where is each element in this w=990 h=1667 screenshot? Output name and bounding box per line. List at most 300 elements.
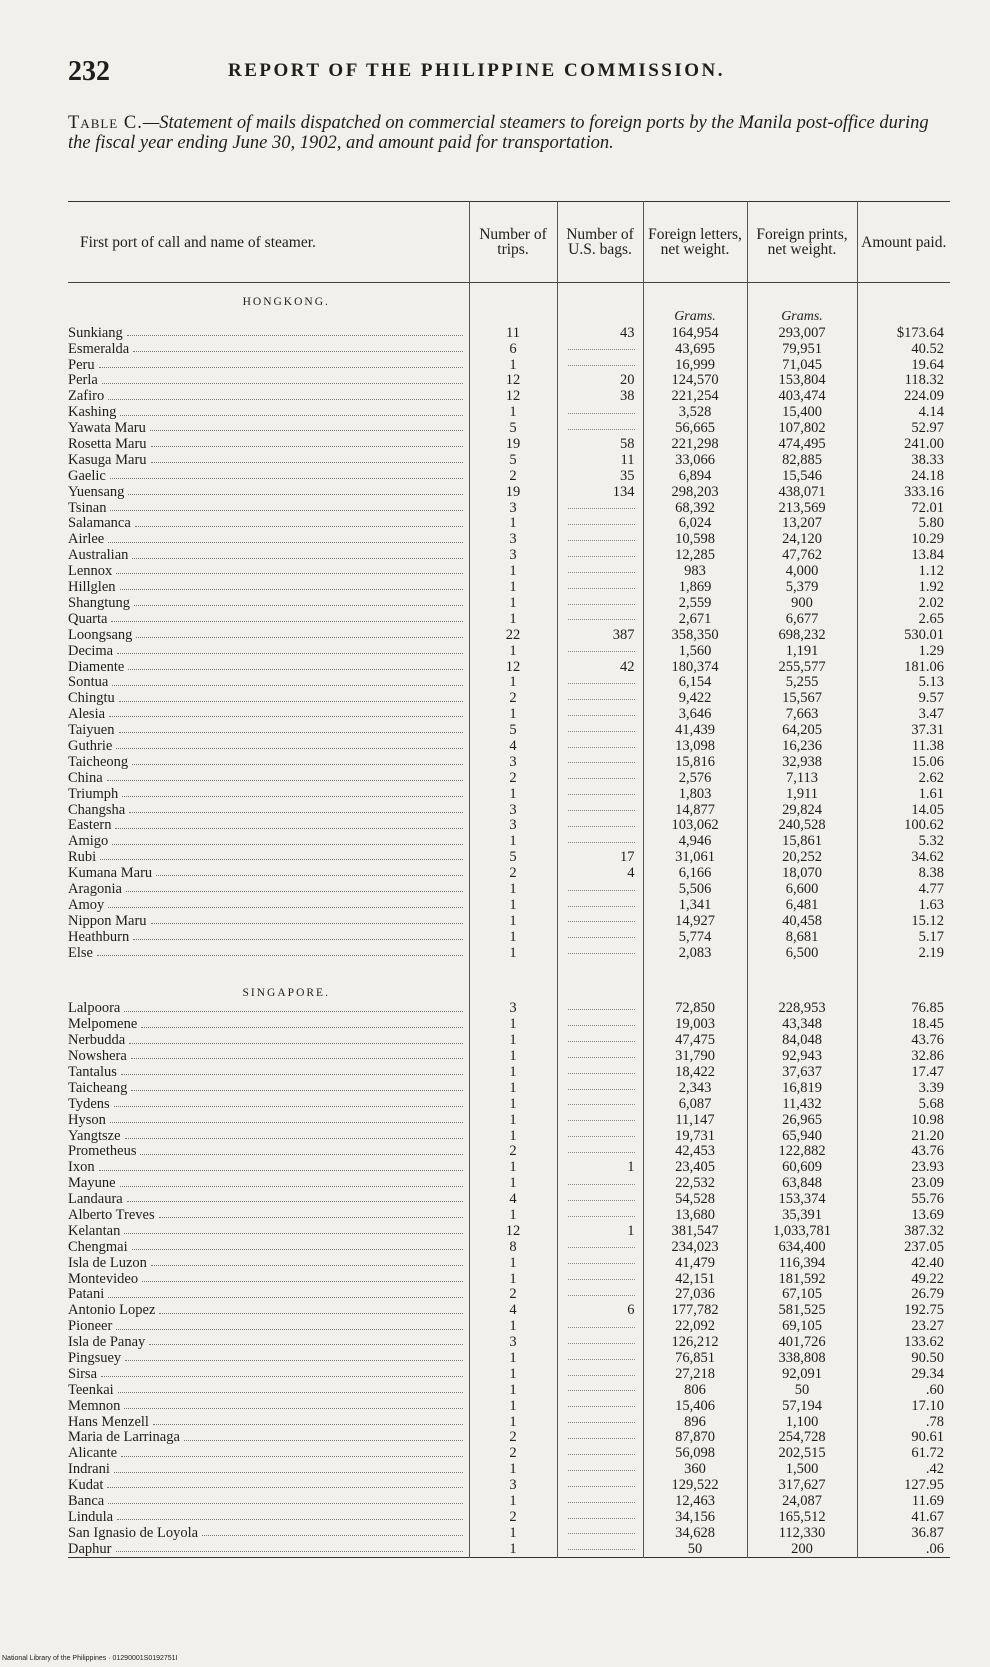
dot-leader [153, 1424, 463, 1425]
amount-cell: 13.84 [857, 547, 950, 563]
letters-weight-cell: 358,350 [643, 627, 747, 643]
bags-cell [557, 500, 643, 516]
steamer-name: Chingtu [68, 690, 115, 707]
prints-weight-cell: 116,394 [747, 1255, 857, 1271]
steamer-name-wrap [68, 532, 465, 546]
dotted-blank [568, 342, 635, 350]
bags-cell [557, 1032, 643, 1048]
bags-cell [557, 1144, 643, 1160]
letters-weight-cell: 234,023 [643, 1239, 747, 1255]
steamer-name-wrap [68, 1446, 465, 1460]
bags-cell [557, 1541, 643, 1557]
dot-leader [114, 1106, 463, 1107]
steamer-cell [68, 945, 469, 961]
amount-cell: 5.13 [857, 675, 950, 691]
steamer-name: Yawata Maru [68, 420, 146, 437]
letters-weight-cell: 72,850 [643, 1001, 747, 1017]
letters-weight-cell: 47,475 [643, 1032, 747, 1048]
steamer-name-wrap [68, 866, 465, 880]
table-row [68, 706, 950, 722]
steamer-name-wrap [68, 1526, 465, 1540]
steamer-cell [68, 1318, 469, 1334]
amount-cell: .42 [857, 1461, 950, 1477]
col-header-letters: Foreign letters, net weight. [643, 202, 747, 283]
steamer-cell [68, 1080, 469, 1096]
col-header-amount: Amount paid. [857, 202, 950, 283]
table-row [68, 532, 950, 548]
amount-cell: 36.87 [857, 1525, 950, 1541]
steamer-name-wrap [68, 882, 465, 896]
steamer-name-wrap [68, 660, 465, 674]
table-row [68, 579, 950, 595]
prints-weight-cell: 92,943 [747, 1048, 857, 1064]
amount-cell: 11.38 [857, 738, 950, 754]
steamer-cell [68, 849, 469, 865]
letters-weight-cell: 54,528 [643, 1191, 747, 1207]
bags-cell: 43 [557, 325, 643, 341]
dot-leader [128, 669, 462, 670]
section-cell [747, 283, 857, 310]
prints-weight-cell: 15,546 [747, 468, 857, 484]
prints-weight-cell: 24,120 [747, 532, 857, 548]
steamer-name-wrap [68, 1478, 465, 1492]
bags-cell [557, 547, 643, 563]
dotted-blank [568, 1066, 635, 1074]
amount-cell: .06 [857, 1541, 950, 1557]
dot-leader [110, 478, 463, 479]
trips-cell: 1 [469, 1017, 557, 1033]
steamer-name-wrap [68, 469, 465, 483]
amount-cell: 18.45 [857, 1017, 950, 1033]
dot-leader [131, 1090, 462, 1091]
table-row [68, 1255, 950, 1271]
steamer-name: Taicheang [68, 1080, 128, 1096]
steamer-cell [68, 1048, 469, 1064]
steamer-cell [68, 341, 469, 357]
dotted-blank [568, 1511, 635, 1519]
bags-cell: 20 [557, 373, 643, 389]
prints-weight-cell: 474,495 [747, 436, 857, 452]
steamer-name-wrap [68, 1144, 465, 1158]
section-cell [857, 975, 950, 1001]
table-row [68, 436, 950, 452]
dotted-blank [568, 1399, 635, 1407]
steamer-name: Tydens [68, 1095, 110, 1112]
trips-cell: 1 [469, 1096, 557, 1112]
section-spacer [68, 961, 950, 975]
trips-cell: 1 [469, 945, 557, 961]
bags-cell [557, 1080, 643, 1096]
amount-cell: 15.06 [857, 754, 950, 770]
steamer-name-wrap [68, 501, 465, 515]
dotted-blank [568, 406, 635, 414]
trips-cell: 12 [469, 659, 557, 675]
table-row [68, 849, 950, 865]
units-cell [68, 309, 469, 325]
amount-cell: 43.76 [857, 1032, 950, 1048]
steamer-cell [68, 1032, 469, 1048]
amount-cell: 17.47 [857, 1064, 950, 1080]
units-cell: Grams. [643, 309, 747, 325]
col-header-trips: Number of trips. [469, 202, 557, 283]
table-row [68, 1112, 950, 1128]
prints-weight-cell: 112,330 [747, 1525, 857, 1541]
dot-leader [129, 1043, 462, 1044]
trips-cell: 1 [469, 1175, 557, 1191]
dot-leader [159, 1217, 463, 1218]
amount-cell: 19.64 [857, 357, 950, 373]
steamer-cell [68, 563, 469, 579]
steamer-cell [68, 1191, 469, 1207]
bags-cell [557, 945, 643, 961]
table-row [68, 325, 950, 341]
dotted-blank [568, 1463, 635, 1471]
letters-weight-cell: 31,790 [643, 1048, 747, 1064]
table-row [68, 563, 950, 579]
prints-weight-cell: 1,033,781 [747, 1223, 857, 1239]
steamer-name: Isla de Luzon [68, 1254, 147, 1271]
prints-weight-cell: 338,808 [747, 1350, 857, 1366]
steamer-name: Tantalus [68, 1064, 117, 1080]
bags-cell [557, 1096, 643, 1112]
steamer-name-wrap [68, 644, 465, 658]
letters-weight-cell: 124,570 [643, 373, 747, 389]
dot-leader [117, 653, 462, 654]
steamer-name: Alesia [68, 706, 106, 723]
dotted-blank [568, 883, 635, 891]
prints-weight-cell: 50 [747, 1382, 857, 1398]
table-row [68, 1525, 950, 1541]
amount-cell: 13.69 [857, 1207, 950, 1223]
table-row [68, 1398, 950, 1414]
letters-weight-cell: 14,927 [643, 913, 747, 929]
amount-cell: 192.75 [857, 1303, 950, 1319]
letters-weight-cell: 221,298 [643, 436, 747, 452]
section-cell [857, 283, 950, 310]
steamer-name: Yuensang [68, 483, 125, 500]
trips-cell: 1 [469, 1128, 557, 1144]
steamer-name-wrap [68, 564, 465, 578]
dotted-blank [568, 1018, 635, 1026]
prints-weight-cell: 165,512 [747, 1509, 857, 1525]
trips-cell: 12 [469, 373, 557, 389]
prints-weight-cell: 7,663 [747, 706, 857, 722]
steamer-cell [68, 420, 469, 436]
steamer-cell [68, 802, 469, 818]
letters-weight-cell: 5,506 [643, 881, 747, 897]
dotted-blank [568, 1145, 635, 1153]
letters-weight-cell: 50 [643, 1541, 747, 1557]
letters-weight-cell: 12,463 [643, 1493, 747, 1509]
steamer-name: Kashing [68, 404, 117, 421]
bags-cell [557, 643, 643, 659]
trips-cell: 1 [469, 1048, 557, 1064]
section-cell [557, 975, 643, 1001]
steamer-name-wrap [68, 850, 465, 864]
bags-cell [557, 1525, 643, 1541]
letters-weight-cell: 15,816 [643, 754, 747, 770]
trips-cell: 2 [469, 1509, 557, 1525]
amount-cell: 41.67 [857, 1509, 950, 1525]
dot-leader [128, 494, 462, 495]
bags-cell [557, 1382, 643, 1398]
steamer-name: Peru [68, 356, 95, 373]
table-row [68, 1191, 950, 1207]
dot-leader [151, 462, 463, 463]
steamer-cell [68, 1096, 469, 1112]
steamer-cell [68, 818, 469, 834]
steamer-name-wrap [68, 1033, 465, 1047]
dotted-blank [568, 1272, 635, 1280]
trips-cell: 1 [469, 1382, 557, 1398]
table-row [68, 1207, 950, 1223]
steamer-name: Australian [68, 547, 129, 564]
amount-cell: 1.92 [857, 579, 950, 595]
prints-weight-cell: 1,500 [747, 1461, 857, 1477]
table-row [68, 770, 950, 786]
steamer-name-wrap [68, 1494, 465, 1508]
steamer-name-wrap [68, 548, 465, 562]
prints-weight-cell: 13,207 [747, 516, 857, 532]
prints-weight-cell: 47,762 [747, 547, 857, 563]
bags-cell [557, 1048, 643, 1064]
prints-weight-cell: 255,577 [747, 659, 857, 675]
dot-leader [133, 939, 462, 940]
steamer-name: Rubi [68, 849, 97, 866]
bags-cell [557, 1175, 643, 1191]
letters-weight-cell: 126,212 [643, 1334, 747, 1350]
trips-cell: 1 [469, 516, 557, 532]
table-row [68, 1239, 950, 1255]
dot-leader [116, 573, 462, 574]
dot-leader [132, 764, 462, 765]
prints-weight-cell: 5,379 [747, 579, 857, 595]
prints-weight-cell: 438,071 [747, 484, 857, 500]
table-row [68, 881, 950, 897]
letters-weight-cell: 896 [643, 1414, 747, 1430]
dotted-blank [568, 930, 635, 938]
steamer-name-wrap [68, 739, 465, 753]
amount-cell: 21.20 [857, 1128, 950, 1144]
letters-weight-cell: 14,877 [643, 802, 747, 818]
trips-cell: 2 [469, 1144, 557, 1160]
steamer-cell [68, 738, 469, 754]
trips-cell: 5 [469, 420, 557, 436]
bags-cell: 1 [557, 1223, 643, 1239]
dot-leader [101, 1376, 463, 1377]
steamer-cell [68, 357, 469, 373]
steamer-cell [68, 1128, 469, 1144]
col-header-steamer: First port of call and name of steamer. [68, 202, 469, 283]
steamer-name: Maria de Larrinaga [68, 1429, 180, 1446]
table-row [68, 1477, 950, 1493]
trips-cell: 1 [469, 1255, 557, 1271]
letters-weight-cell: 5,774 [643, 929, 747, 945]
dot-leader [117, 1519, 462, 1520]
steamer-name: Lindula [68, 1509, 114, 1525]
trips-cell: 3 [469, 1477, 557, 1493]
units-cell [557, 309, 643, 325]
table-row [68, 595, 950, 611]
steamer-name: Memnon [68, 1397, 121, 1414]
prints-weight-cell: 40,458 [747, 913, 857, 929]
steamer-name: Loongsang [68, 626, 133, 643]
prints-weight-cell: 698,232 [747, 627, 857, 643]
amount-cell: $173.64 [857, 325, 950, 341]
bags-cell [557, 563, 643, 579]
dotted-blank [568, 358, 635, 366]
amount-cell: 11.69 [857, 1493, 950, 1509]
steamer-cell [68, 1160, 469, 1176]
table-row [68, 1160, 950, 1176]
bags-cell: 6 [557, 1303, 643, 1319]
steamer-name: Sunkiang [68, 325, 123, 341]
trips-cell: 1 [469, 643, 557, 659]
trips-cell: 2 [469, 1446, 557, 1462]
steamer-name-wrap [68, 771, 465, 785]
steamer-cell [68, 627, 469, 643]
bags-cell [557, 1366, 643, 1382]
table-row [68, 1446, 950, 1462]
bags-cell [557, 1255, 643, 1271]
bags-cell [557, 738, 643, 754]
trips-cell: 1 [469, 595, 557, 611]
dot-leader [122, 796, 462, 797]
steamer-name-wrap [68, 612, 465, 626]
bags-cell [557, 722, 643, 738]
steamer-name-wrap [68, 453, 465, 467]
prints-weight-cell: 1,191 [747, 643, 857, 659]
table-row [68, 675, 950, 691]
trips-cell: 1 [469, 1398, 557, 1414]
bags-cell [557, 802, 643, 818]
trips-cell: 1 [469, 1541, 557, 1557]
amount-cell: .60 [857, 1382, 950, 1398]
units-cell: Grams. [747, 309, 857, 325]
steamer-cell [68, 1271, 469, 1287]
amount-cell: 52.97 [857, 420, 950, 436]
section-heading-row [68, 975, 950, 1001]
table-row [68, 516, 950, 532]
prints-weight-cell: 15,567 [747, 690, 857, 706]
table-row [68, 1461, 950, 1477]
steamer-cell [68, 1509, 469, 1525]
bags-cell [557, 420, 643, 436]
steamer-name: Yangtsze [68, 1127, 121, 1144]
amount-cell: 4.14 [857, 404, 950, 420]
amount-cell: 37.31 [857, 722, 950, 738]
letters-weight-cell: 19,731 [643, 1128, 747, 1144]
dotted-blank [568, 533, 635, 541]
steamer-name: Patani [68, 1286, 105, 1303]
bags-cell [557, 1398, 643, 1414]
trips-cell: 5 [469, 452, 557, 468]
trips-cell: 11 [469, 325, 557, 341]
steamer-cell [68, 754, 469, 770]
steamer-cell [68, 1064, 469, 1080]
dotted-blank [568, 1193, 635, 1201]
amount-cell: 90.50 [857, 1350, 950, 1366]
steamer-name: Nowshera [68, 1048, 127, 1065]
bags-cell: 42 [557, 659, 643, 675]
trips-cell: 4 [469, 1303, 557, 1319]
steamer-cell [68, 1366, 469, 1382]
letters-weight-cell: 177,782 [643, 1303, 747, 1319]
letters-weight-cell: 23,405 [643, 1160, 747, 1176]
letters-weight-cell: 164,954 [643, 325, 747, 341]
bags-cell [557, 1334, 643, 1350]
letters-weight-cell: 56,665 [643, 420, 747, 436]
steamer-name-wrap [68, 1542, 465, 1556]
steamer-cell [68, 373, 469, 389]
steamer-cell [68, 643, 469, 659]
table-row [68, 1303, 950, 1319]
letters-weight-cell: 4,946 [643, 834, 747, 850]
steamer-name: Hillglen [68, 579, 116, 596]
table-row [68, 1430, 950, 1446]
trips-cell: 1 [469, 404, 557, 420]
table-row [68, 1271, 950, 1287]
steamer-name: Kumana Maru [68, 865, 153, 882]
bags-cell [557, 834, 643, 850]
bags-cell [557, 786, 643, 802]
letters-weight-cell: 56,098 [643, 1446, 747, 1462]
trips-cell: 1 [469, 913, 557, 929]
dotted-blank [568, 581, 635, 589]
table-row [68, 786, 950, 802]
trips-cell: 3 [469, 500, 557, 516]
bags-cell: 17 [557, 849, 643, 865]
letters-weight-cell: 87,870 [643, 1430, 747, 1446]
table-row [68, 484, 950, 500]
steamer-cell [68, 579, 469, 595]
prints-weight-cell: 57,194 [747, 1398, 857, 1414]
letters-weight-cell: 6,024 [643, 516, 747, 532]
bags-cell: 134 [557, 484, 643, 500]
dot-leader [116, 748, 462, 749]
steamer-cell [68, 1382, 469, 1398]
table-row [68, 1366, 950, 1382]
bags-cell [557, 357, 643, 373]
dotted-blank [568, 1097, 635, 1105]
dot-leader [127, 335, 463, 336]
dot-leader [108, 907, 462, 908]
amount-cell: 1.29 [857, 643, 950, 659]
steamer-name-wrap [68, 1510, 465, 1524]
steamer-cell [68, 1430, 469, 1446]
letters-weight-cell: 42,151 [643, 1271, 747, 1287]
steamer-cell [68, 1255, 469, 1271]
amount-cell: 2.62 [857, 770, 950, 786]
bags-cell [557, 1446, 643, 1462]
steamer-name: Montevideo [68, 1270, 139, 1287]
table-row [68, 357, 950, 373]
dot-leader [120, 1186, 463, 1187]
steamer-name: Esmeralda [68, 340, 130, 357]
steamer-name: Kasuga Maru [68, 452, 147, 468]
steamer-name: Shangtung [68, 595, 131, 611]
steamer-name-wrap [68, 691, 465, 705]
prints-weight-cell: 1,100 [747, 1414, 857, 1430]
dotted-blank [568, 1050, 635, 1058]
table-row [68, 722, 950, 738]
bags-cell [557, 913, 643, 929]
trips-cell: 6 [469, 341, 557, 357]
steamer-cell [68, 484, 469, 500]
bags-cell [557, 929, 643, 945]
steamer-cell [68, 1223, 469, 1239]
steamer-name: Teenkai [68, 1382, 114, 1398]
